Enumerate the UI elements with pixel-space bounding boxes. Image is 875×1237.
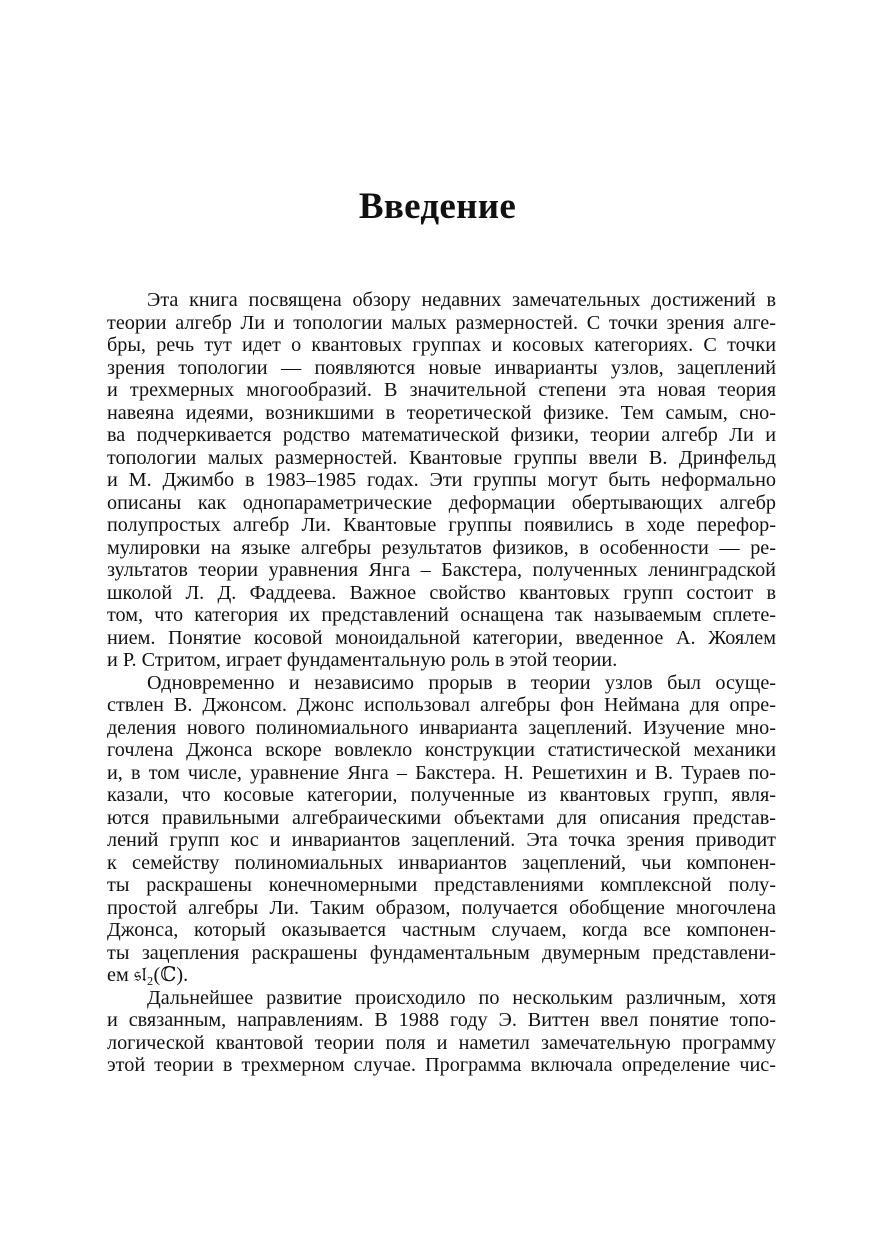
text-line: и связанным, направлениям. В 1988 году Э. Виттен ввел понятие топо- [107,1009,776,1031]
text-line: ты зацепления раскрашены фундаментальным двумерным представлени- [107,941,776,964]
text-line: топологии малых размерностей. Квантовые группы ввели В. Дринфельд [107,446,776,469]
text-line: описаны как однопараметрические деформации обертывающих алгебр [107,491,776,514]
text-line: Джонса, который оказывается частным случаем, когда все компонен- [107,919,776,941]
text-line: теории алгебр Ли и топологии малых размерностей. С точки зрения алге- [107,311,776,334]
text-line: Эта книга посвящена обзору недавних замечательных достижений в [147,289,776,311]
chapter-title: Введение [358,186,517,227]
text-line: полупростых алгебр Ли. Квантовые группы появились в ходе перефор- [107,514,776,536]
text-line: том, что категория их представлений оснащена так называемым сплете- [107,604,776,626]
body-text [107,289,776,1077]
text-line: и М. Джимбо в 1983–1985 годах. Эти группы могут быть неформально [107,469,776,491]
text-line: к семейству полиномиальных инвариантов зацеплений, чьи компонен- [107,851,776,874]
text-line: нием. Понятие косовой моноидальной категории, введенное А. Жоялем [107,626,776,649]
text-line: лений групп кос и инвариантов зацеплений. Эта точка зрения приводит [107,829,776,851]
text-line: бры, речь тут идет о квантовых группах и косовых категориях. С точки [107,334,776,356]
text-line: этой теории в трехмерном случае. Программа включала определение чис- [107,1054,776,1076]
text-line: логической квантовой теории поля и наметил замечательную программу [107,1031,776,1054]
text-line: ствлен В. Джонсом. Джонс использовал алгебры фон Неймана для опре- [107,694,776,716]
text-line: ва подчеркивается родство математической физики, теории алгебр Ли и [107,424,776,446]
text-line: и трехмерных многообразий. В значительной степени эта новая теория [107,379,776,401]
text-line: ты раскрашены конечномерными представлениями комплексной полу- [107,874,776,896]
paragraph-3 [107,987,776,1077]
text-line: и Р. Стритом, играет фундаментальную роль в этой теории. [107,649,618,671]
text-line: Дальнейшее развитие происходило по нескольким различным, хотя [147,986,776,1009]
text-line: ем 𝔰𝔩₂(ℂ). [107,964,189,986]
text-line: простой алгебры Ли. Таким образом, получается обобщение многочлена [107,896,776,919]
paragraph-2 [107,672,776,987]
text-line: гочлена Джонса вскоре вовлекло конструкции статистической механики [107,739,776,761]
text-line: навеяна идеями, возникшими в теоретической физике. Тем самым, сно- [107,401,776,424]
text-line: казали, что косовые категории, полученные из квантовых групп, явля- [107,784,776,806]
text-line: деления нового полиномиального инварианта зацеплений. Изучение мно- [107,716,776,739]
text-line: зрения топологии — появляются новые инварианты узлов, зацеплений [107,356,776,379]
text-line: Одновременно и независимо прорыв в теории узлов был осуще- [147,671,776,694]
text-line: школой Л. Д. Фаддеева. Важное свойство квантовых групп состоит в [107,581,776,604]
text-line: зультатов теории уравнения Янга – Бакстера, полученных ленинградской [107,559,776,581]
paragraph-1 [107,289,776,672]
text-line: ются правильными алгебраическими объектами для описания представ- [107,806,776,829]
text-line: и, в том числе, уравнение Янга – Бакстера. Н. Решетихин и В. Тураев по- [107,761,776,784]
text-line: мулировки на языке алгебры результатов физиков, в особенности — ре- [107,536,776,559]
